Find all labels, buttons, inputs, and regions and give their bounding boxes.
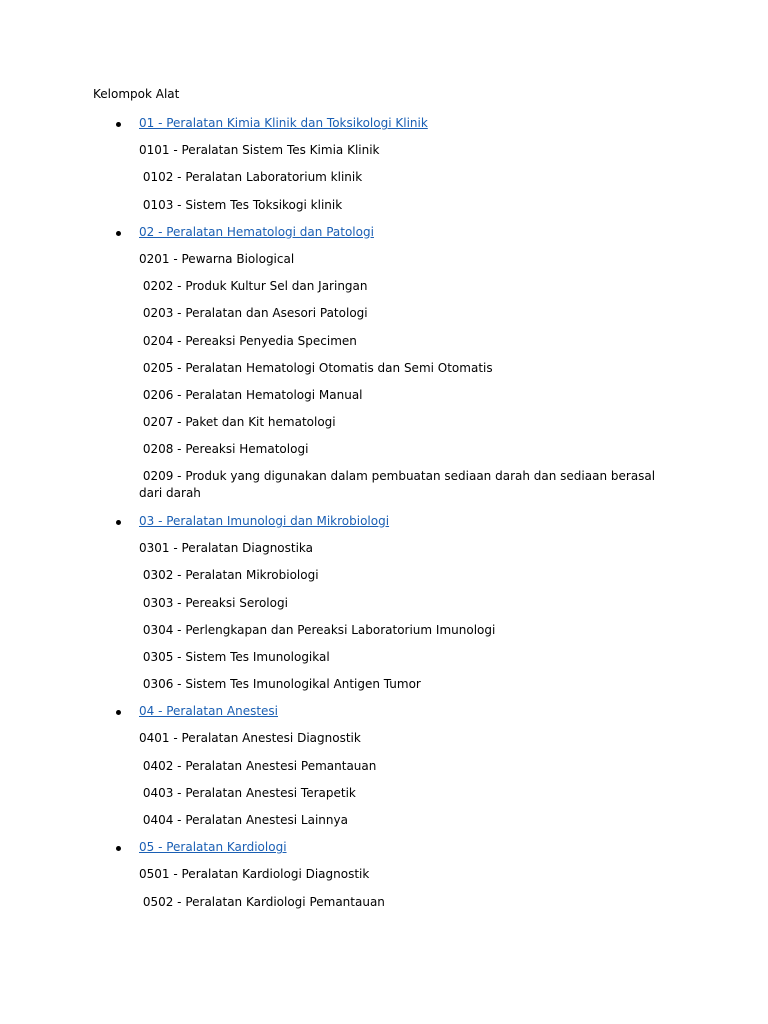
subgroup-item	[0, 196, 768, 223]
subgroup-text: 0208 - Pereaksi Hematologi	[139, 442, 309, 457]
subgroup-item	[0, 467, 768, 512]
subgroup-item	[0, 359, 768, 386]
bullet-icon	[116, 710, 121, 715]
subgroup-item	[0, 566, 768, 593]
subgroup-item	[0, 413, 768, 440]
subgroup-text: 0401 - Peralatan Anestesi Diagnostik	[139, 731, 361, 746]
subgroup-text: 0303 - Pereaksi Serologi	[139, 595, 288, 610]
document-title: Kelompok Alat	[93, 87, 180, 101]
subgroup-text: 0304 - Perlengkapan dan Pereaksi Laboratorium Imunologi	[139, 622, 496, 637]
subgroup-item	[0, 893, 768, 920]
group-link[interactable]: 03 - Peralatan Imunologi dan Mikrobiologi	[139, 513, 390, 528]
subgroup-item	[0, 304, 768, 331]
subgroup-text: 0501 - Peralatan Kardiologi Diagnostik	[139, 867, 370, 882]
subgroup-text: 0209 - Produk yang digunakan dalam pembuatan sediaan darah dan sediaan berasal dari darah	[139, 469, 659, 501]
group-link[interactable]: 04 - Peralatan Anestesi	[139, 704, 278, 719]
bullet-icon	[116, 231, 121, 236]
subgroup-text: 0403 - Peralatan Anestesi Terapetik	[139, 785, 356, 800]
subgroup-text: 0207 - Paket dan Kit hematologi	[139, 415, 336, 430]
subgroup-text: 0404 - Peralatan Anestesi Lainnya	[139, 813, 348, 827]
subgroup-item	[0, 865, 768, 892]
subgroup-text: 0302 - Peralatan Mikrobiologi	[139, 568, 319, 583]
subgroup-text: 0101 - Peralatan Sistem Tes Kimia Klinik	[139, 143, 380, 158]
subgroup-item	[0, 168, 768, 195]
subgroup-item	[0, 675, 768, 702]
bullet-icon	[116, 122, 121, 127]
subgroup-text: 0205 - Peralatan Hematologi Otomatis dan Semi Otomatis	[139, 360, 493, 375]
subgroup-item	[0, 621, 768, 648]
subgroup-item	[0, 141, 768, 168]
subgroup-text: 0201 - Pewarna Biological	[139, 251, 295, 266]
subgroup-item	[0, 539, 768, 566]
subgroup-text: 0103 - Sistem Tes Toksikogi klinik	[139, 197, 343, 212]
group-item	[0, 838, 768, 920]
group-header	[0, 838, 768, 865]
subgroup-list	[0, 250, 768, 512]
subgroup-text: 0306 - Sistem Tes Imunologikal Antigen Tumor	[139, 677, 421, 692]
subgroup-list	[0, 729, 768, 838]
subgroup-item	[0, 757, 768, 784]
subgroup-text: 0305 - Sistem Tes Imunologikal	[139, 649, 330, 664]
subgroup-item	[0, 784, 768, 811]
subgroup-list	[0, 539, 768, 702]
group-item	[0, 512, 768, 702]
subgroup-text: 0204 - Pereaksi Penyedia Specimen	[139, 333, 357, 348]
bullet-icon	[116, 520, 121, 525]
group-header	[0, 702, 768, 729]
group-link[interactable]: 01 - Peralatan Kimia Klinik dan Toksikologi Klinik	[139, 116, 428, 130]
subgroup-item	[0, 729, 768, 756]
group-item	[0, 223, 768, 512]
subgroup-text: 0502 - Peralatan Kardiologi Pemantauan	[139, 894, 385, 909]
subgroup-item	[0, 440, 768, 467]
group-item	[0, 702, 768, 838]
subgroup-item	[0, 648, 768, 675]
subgroup-item	[0, 332, 768, 359]
subgroup-text: 0402 - Peralatan Anestesi Pemantauan	[139, 758, 377, 773]
group-link[interactable]: 02 - Peralatan Hematologi dan Patologi	[139, 224, 374, 239]
subgroup-item	[0, 250, 768, 277]
subgroup-item	[0, 811, 768, 838]
subgroup-item	[0, 277, 768, 304]
group-link[interactable]: 05 - Peralatan Kardiologi	[139, 840, 287, 855]
subgroup-item	[0, 594, 768, 621]
subgroup-list	[0, 141, 768, 223]
group-header	[0, 512, 768, 539]
group-header	[0, 114, 768, 141]
subgroup-text: 0102 - Peralatan Laboratorium klinik	[139, 170, 363, 185]
subgroup-item	[0, 386, 768, 413]
group-list	[0, 114, 768, 920]
subgroup-text: 0301 - Peralatan Diagnostika	[139, 541, 314, 556]
group-item	[0, 114, 768, 223]
subgroup-text: 0203 - Peralatan dan Asesori Patologi	[139, 306, 368, 321]
subgroup-text: 0206 - Peralatan Hematologi Manual	[139, 387, 363, 402]
bullet-icon	[116, 846, 121, 851]
group-header	[0, 223, 768, 250]
subgroup-text: 0202 - Produk Kultur Sel dan Jaringan	[139, 279, 368, 294]
subgroup-list	[0, 865, 768, 919]
